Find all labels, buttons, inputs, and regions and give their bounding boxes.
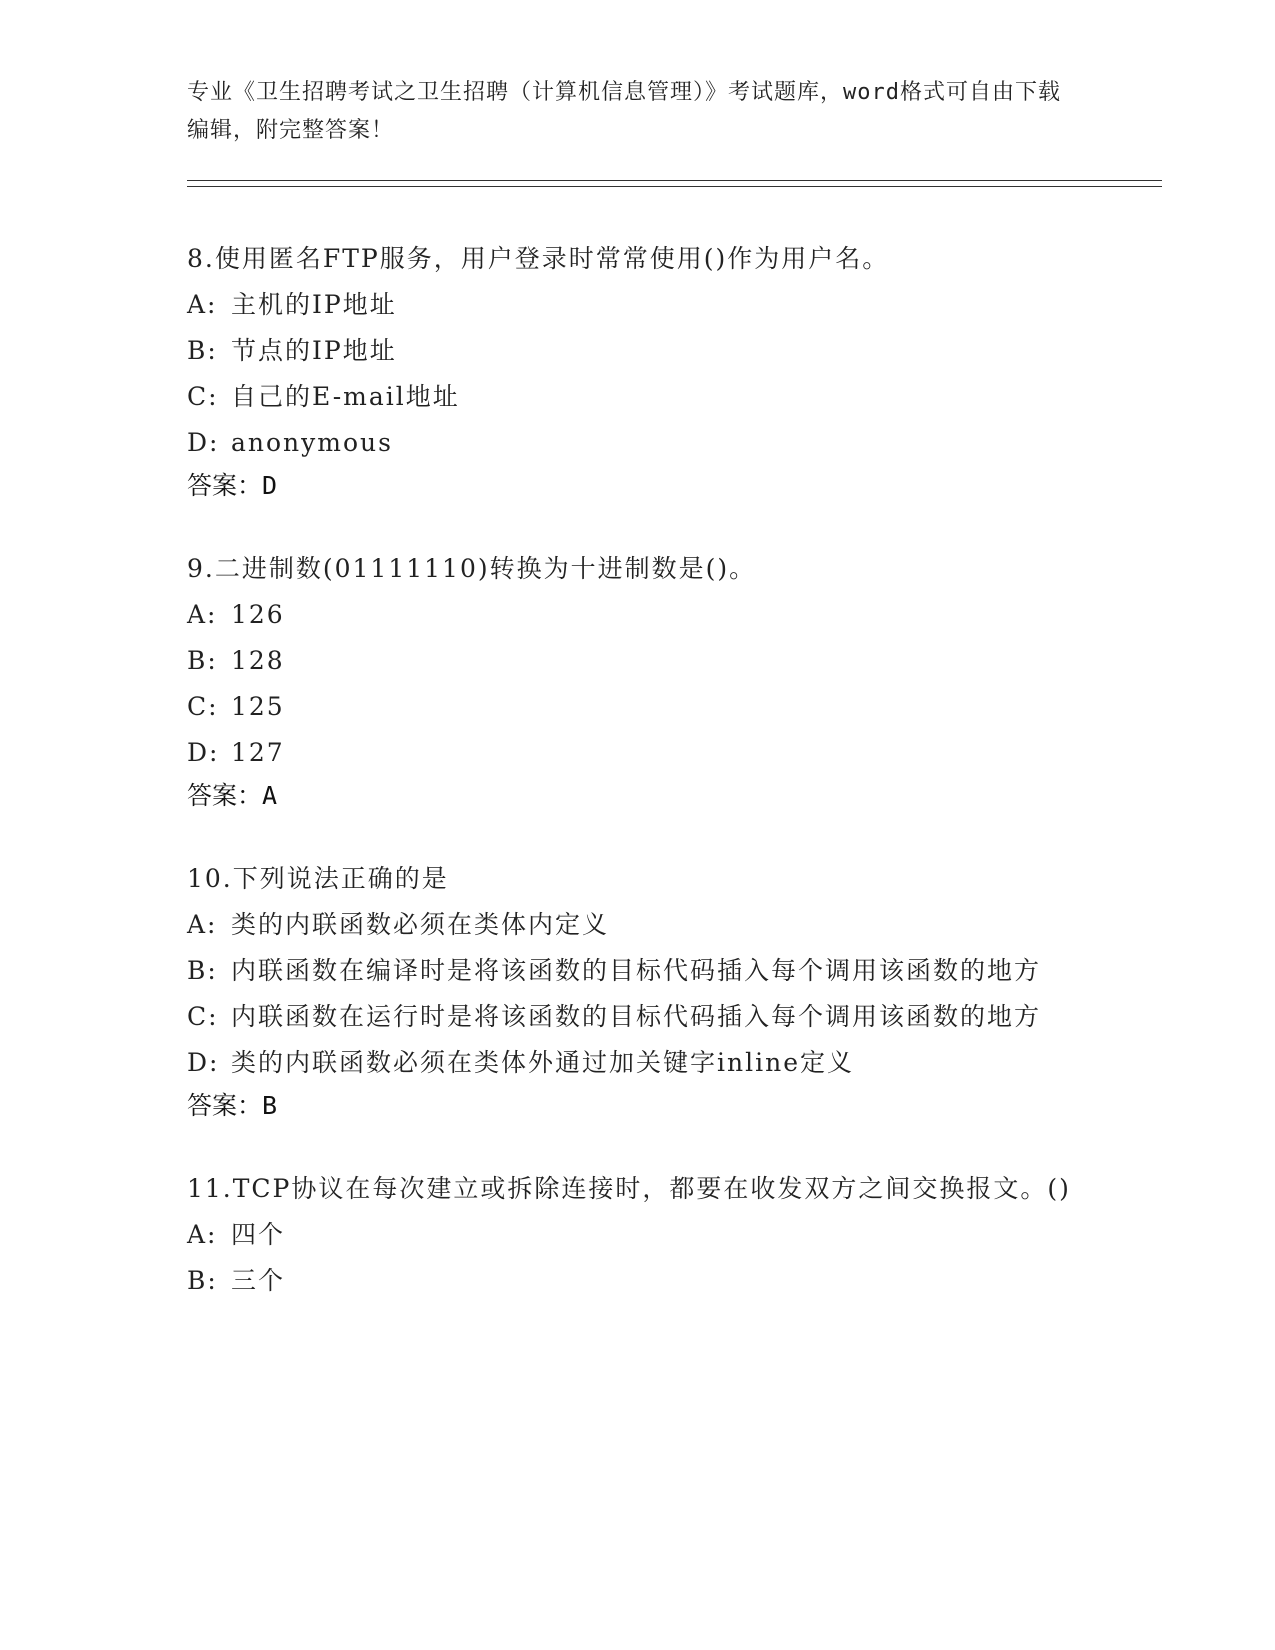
question-11 [187,1166,1087,1304]
option-a [187,592,1087,638]
option-label: C: [187,382,219,411]
question-8 [187,236,1087,506]
option-a [187,1212,1087,1258]
option-d [187,1040,1087,1086]
option-b [187,328,1087,374]
option-text: 自己的E-mail地址 [231,382,460,411]
option-label: D: [187,738,220,767]
option-label: D: [187,428,220,457]
option-text: 125 [231,692,285,721]
option-text: 类的内联函数必须在类体内定义 [231,910,610,939]
option-label: A: [187,600,218,629]
option-d [187,420,1087,466]
question-stem: 8.使用匿名FTP服务，用户登录时常常使用()作为用户名。 [187,244,890,273]
option-text: anonymous [231,428,393,457]
question-stem: 10.下列说法正确的是 [187,864,449,893]
option-c [187,994,1087,1040]
option-b [187,948,1087,994]
option-d [187,730,1087,776]
option-text: 内联函数在编译时是将该函数的目标代码插入每个调用该函数的地方 [231,956,1042,985]
answer-line: 答案：D [187,471,278,500]
question-list [187,236,1087,1344]
header-divider-bottom [187,186,1162,187]
option-a [187,902,1087,948]
option-text: 类的内联函数必须在类体外通过加关键字inline定义 [231,1048,854,1077]
option-a [187,282,1087,328]
answer-line: 答案：A [187,781,278,810]
option-b [187,1258,1087,1304]
option-label: B: [187,646,218,675]
question-10 [187,856,1087,1126]
option-label: C: [187,692,219,721]
option-text: 四个 [231,1220,286,1249]
option-c [187,374,1087,420]
option-b [187,638,1087,684]
option-label: B: [187,336,218,365]
question-9 [187,546,1087,816]
option-text: 主机的IP地址 [231,290,397,319]
option-text: 128 [231,646,285,675]
option-label: B: [187,956,218,985]
option-label: A: [187,1220,218,1249]
option-text: 内联函数在运行时是将该函数的目标代码插入每个调用该函数的地方 [231,1002,1042,1031]
option-label: D: [187,1048,220,1077]
option-text: 三个 [231,1266,286,1295]
header-divider-top [187,180,1162,181]
option-text: 节点的IP地址 [231,336,397,365]
answer-line: 答案：B [187,1091,278,1120]
option-text: 127 [231,738,285,767]
question-stem: 9.二进制数(01111110)转换为十进制数是()。 [187,554,757,583]
option-text: 126 [231,600,285,629]
option-label: B: [187,1266,218,1295]
option-label: A: [187,290,218,319]
question-stem: 11.TCP协议在每次建立或拆除连接时，都要在收发双方之间交换报文。() [187,1174,1071,1203]
option-label: A: [187,910,218,939]
option-label: C: [187,1002,219,1031]
document-header: 专业《卫生招聘考试之卫生招聘（计算机信息管理）》考试题库，word格式可自由下载编辑，附完整答案！ [187,80,1061,143]
option-c [187,684,1087,730]
